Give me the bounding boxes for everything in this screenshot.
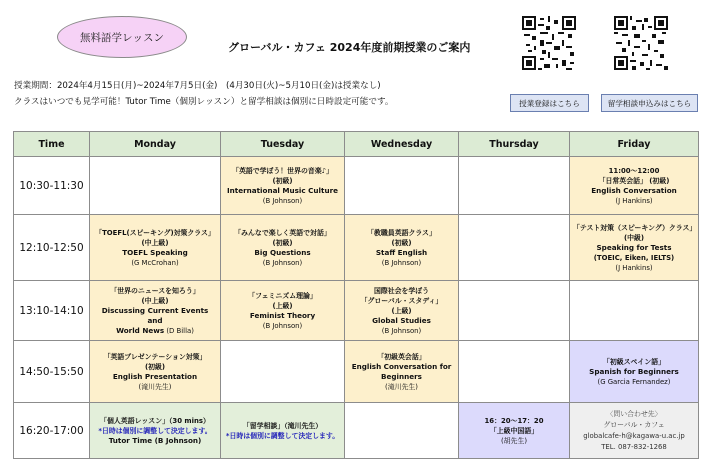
class-cell <box>570 341 699 403</box>
class-title-en: Big Questions <box>254 247 311 257</box>
class-title-jp: 「個人英語レッスン」（30 mins） <box>100 416 210 425</box>
class-level: (中級) <box>623 233 645 242</box>
class-title-jp: 「日常英会話」 (初級) <box>598 176 670 185</box>
free-lesson-badge <box>57 16 187 58</box>
class-level: (初級) <box>272 176 293 185</box>
class-registration-link[interactable]: 授業登録はこちら <box>510 94 589 112</box>
empty-cell <box>459 341 570 403</box>
schedule-note: *日時は個別に調整して決定します。 <box>98 426 212 435</box>
class-level: (上級) <box>272 301 293 310</box>
table-row <box>14 215 699 281</box>
page-title: グローバル・カフェ 2024年度前期授業のご案内 <box>228 41 471 54</box>
class-teacher: (B Johnson) <box>262 196 303 205</box>
header-tuesday: Tuesday <box>221 132 345 157</box>
class-time: 11:00～12:00 <box>608 166 660 175</box>
class-title-en-cont: Beginners <box>381 371 422 381</box>
time-slot: 16:20-17:00 <box>14 403 90 459</box>
header-friday: Friday <box>570 132 699 157</box>
class-teacher: (J Hankins) <box>615 263 653 272</box>
class-cell <box>570 215 699 281</box>
badge-text: 無料語学レッスン <box>80 31 164 44</box>
class-level: (初級) <box>391 238 412 247</box>
table-row <box>14 281 699 341</box>
class-title-jp: 「英語プレゼンテーション対策」 <box>103 352 207 361</box>
class-level: (初級) <box>144 362 166 371</box>
empty-cell <box>459 157 570 215</box>
class-cell <box>90 403 221 459</box>
class-title-jp: 「留学相談」（滝川先生） <box>242 421 323 430</box>
class-teacher: (滝川先生) <box>138 382 172 391</box>
class-cell <box>221 215 345 281</box>
class-cell <box>90 281 221 341</box>
class-title-en-cont: World News <box>116 325 165 335</box>
class-title-jp: 「上級中国語」 <box>489 426 539 435</box>
class-teacher: (B Johnson) <box>262 321 303 330</box>
class-teacher: (G Garcia Fernandez) <box>597 377 671 386</box>
study-abroad-qr-code[interactable] <box>614 16 668 70</box>
empty-cell <box>345 403 459 459</box>
class-time: 16：20～17：20 <box>484 416 544 425</box>
class-teacher: (J Hankins) <box>615 196 653 205</box>
empty-cell <box>345 157 459 215</box>
contact-email[interactable]: globalcafe-h@kagawa-u.ac.jp <box>583 431 685 440</box>
table-row <box>14 341 699 403</box>
time-slot: 12:10-12:50 <box>14 215 90 281</box>
class-title-jp: 「フェミニズム理論」 <box>248 291 317 300</box>
class-level: (中上級) <box>141 296 169 305</box>
class-teacher: (胡先生) <box>500 436 528 445</box>
class-title-en: Speaking for Tests <box>596 242 672 252</box>
class-teacher: (B Johnson) <box>262 258 303 267</box>
class-title-jp: 「初級スペイン語」 <box>602 357 665 366</box>
study-abroad-consultation-link[interactable]: 留学相談申込みはこちら <box>601 94 698 112</box>
class-cell <box>221 281 345 341</box>
header-thursday: Thursday <box>459 132 570 157</box>
class-title-jp: 「テスト対策（スピーキング）クラス」 <box>573 223 697 232</box>
contact-office-name: グローバル・カフェ <box>603 420 665 429</box>
class-title-jp: 「初級英会話」 <box>377 352 426 361</box>
table-header-row <box>14 132 699 157</box>
time-slot: 13:10-14:10 <box>14 281 90 341</box>
class-title-en: International Music Culture <box>227 185 338 195</box>
class-cell <box>345 215 459 281</box>
class-title-en: English Presentation <box>112 371 198 381</box>
contact-heading: 〈問い合わせ先〉 <box>606 409 662 418</box>
header-wednesday: Wednesday <box>345 132 459 157</box>
class-title-jp: 「英語で学ぼう！世界の音楽♪」 <box>232 166 333 175</box>
schedule-table <box>13 131 699 459</box>
class-title-en: Staff English <box>375 247 428 257</box>
visit-notice-text: クラスはいつでも見学可能！Tutor Time（個別レッスン）と留学相談は個別に日時設定可能です。 <box>14 97 394 107</box>
class-title-en: Feminist Theory <box>249 310 316 320</box>
class-level: (上級) <box>391 306 412 315</box>
class-teacher: (D Billa) <box>166 326 194 335</box>
class-title-en: English Conversation <box>591 185 677 195</box>
class-title-en: TOEFL Speaking <box>122 247 188 257</box>
class-level: (中上級) <box>141 238 169 247</box>
class-cell <box>90 341 221 403</box>
class-cell <box>221 403 345 459</box>
class-teacher: (B Johnson) <box>381 258 422 267</box>
table-row <box>14 157 699 215</box>
class-subtitle-jp: 国際社会を学ぼう <box>373 286 430 295</box>
class-title-en: Global Studies <box>372 315 431 325</box>
empty-cell <box>459 215 570 281</box>
class-title-jp: 「教職員英語クラス」 <box>367 228 436 237</box>
class-cell <box>345 341 459 403</box>
class-cell <box>90 215 221 281</box>
contact-phone[interactable]: TEL. 087-832-1268 <box>601 442 667 451</box>
class-title-en: Spanish for Beginners <box>589 366 679 376</box>
contact-cell <box>570 403 699 459</box>
class-title-en: English Conversation for <box>351 361 452 371</box>
class-title-jp: 「グローバル・スタディ」 <box>360 296 443 305</box>
empty-cell <box>459 281 570 341</box>
class-level: (初級) <box>272 238 293 247</box>
class-title-en: Discussing Current Events and <box>101 305 209 325</box>
empty-cell <box>90 157 221 215</box>
class-cell <box>459 403 570 459</box>
class-teacher: (B Johnson) <box>381 326 422 335</box>
class-title-jp: 「TOEFL(スピーキング)対策クラス」 <box>95 228 215 237</box>
table-row <box>14 403 699 459</box>
class-test-types: (TOEIC, Eiken, IELTS) <box>593 253 675 262</box>
time-slot: 10:30-11:30 <box>14 157 90 215</box>
class-title-en: Tutor Time (B Johnson) <box>108 435 202 445</box>
class-cell <box>221 157 345 215</box>
time-slot: 14:50-15:50 <box>14 341 90 403</box>
header-time: Time <box>14 132 90 157</box>
class-cell <box>345 281 459 341</box>
empty-cell <box>221 341 345 403</box>
class-title-jp: 「世界のニュースを知ろう」 <box>110 286 200 295</box>
header-monday: Monday <box>90 132 221 157</box>
class-registration-qr-code[interactable] <box>522 16 576 70</box>
class-teacher: (G McCrohan) <box>131 258 179 267</box>
class-cell <box>570 157 699 215</box>
class-teacher: (滝川先生) <box>385 382 418 391</box>
class-period-text: 授業期間：2024年4月15日(月)~2024年7月5日(金) (4月30日(火)~5月10日(金)は授業なし) <box>14 81 381 91</box>
class-title-jp: 「みんなで楽しく英語で対話」 <box>234 228 331 237</box>
schedule-note: *日時は個別に調整して決定します。 <box>225 431 340 440</box>
empty-cell <box>570 281 699 341</box>
